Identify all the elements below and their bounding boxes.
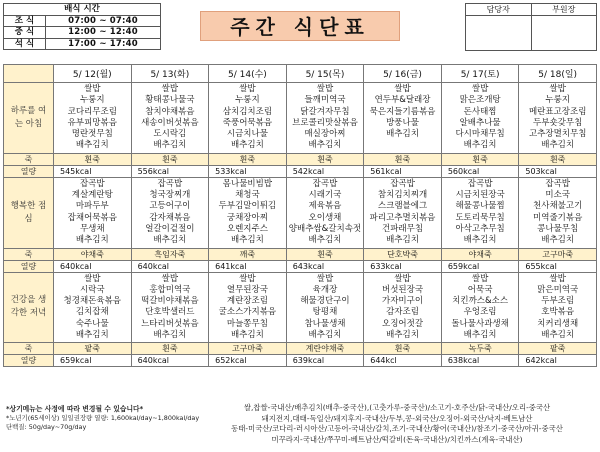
menu-item: 천사채불고기 [533,201,583,212]
menu-item: 배추김치 [153,235,187,246]
menu-item: 오렌지주스 [226,223,268,234]
menu-item: 해물콩나물찜 [455,201,505,212]
kcal-cell: 638kcal [441,355,519,367]
menu-item: 잡곡밥 [312,178,338,189]
menu-item: 콩나물무침 [537,223,579,234]
menu-item: 맑은조개탕 [459,95,501,106]
origin-line: 미꾸라지-국내산/쭈꾸미-베트남산/떡갈비(돈육-국내산)/치킨까스(계육-국내산) [271,434,523,444]
menu-item: 죽풍어묵볶음 [222,117,273,128]
menu-item: 미소국 [545,190,570,201]
menu-cell [364,272,442,343]
kcal-label: 열량 [4,260,54,272]
day-header: 5/ 16(금) [364,65,442,83]
menu-cell [441,83,519,154]
approval-manager-sign [531,16,597,51]
menu-item: 돌나물사과생채 [451,318,509,329]
approval-person-sign [466,16,532,51]
porridge-cell: 야채죽 [441,248,519,260]
kcal-cell: 560kcal [441,165,519,177]
menu-cell [209,272,287,343]
menu-item: 잡곡밥 [157,178,183,189]
day-header: 5/ 18(일) [519,65,597,83]
menu-item: 고추장멸치무침 [528,129,587,140]
menu-item: 배추김치 [541,140,575,151]
menu-item: 치커리생채 [537,318,579,329]
menu-item: 잡채어묵볶음 [67,212,117,223]
day-header: 5/ 14(수) [209,65,287,83]
menu-cell [131,83,209,154]
porridge-cell: 흰죽 [364,343,442,355]
origin-line: 쌀,찹쌀-국내산/배추김치(배추-중국산),(고춧가루-중국산)/소고기-호주산/닭-국내산/오리-중국산 [243,403,551,412]
menu-item: 배추김치 [308,235,342,246]
menu-item: 오이생채 [308,212,342,223]
menu-cell [364,83,442,154]
menu-item: 배추김치 [541,330,575,341]
menu-item: 방풍나물 [386,117,419,128]
menu-item: 아삭고추무침 [455,223,505,234]
menu-item: 배추김치 [230,235,264,246]
note-calorie: *노년기(65세이상) 일일권장량 열량: 1,600kal/day~1,800kal/day [6,414,200,422]
menu-item: 쌀밥 [316,84,334,94]
day-header: 5/ 17(토) [441,65,519,83]
menu-item: 연두부&달래장 [374,95,431,106]
menu-item: 쌀밥 [471,273,489,284]
kcal-cell: 533kcal [209,165,287,177]
menu-item: 쌀밥 [161,273,179,284]
menu-item: 도토리묵무침 [455,212,505,223]
menu-item: 무생채 [79,223,105,234]
menu-cell [54,83,132,154]
schedule-time: 07:00 ~ 07:40 [46,15,161,27]
kcal-cell: 639kcal [286,355,364,367]
menu-item: 배추김치 [463,235,497,246]
menu-cell [364,177,442,248]
menu-item: 배추김치 [308,140,342,151]
menu-cell [209,177,287,248]
kcal-cell: 640kcal [54,260,132,272]
menu-item: 얼갈이겉절이 [145,223,195,234]
menu-item: 청국장찌개 [149,190,191,201]
menu-item: 배추김치 [463,330,497,341]
menu-cell [209,83,287,154]
menu-item: 미역줄기볶음 [533,212,583,223]
menu-item: 참치김치찌개 [377,190,428,201]
day-header: 5/ 13(화) [131,65,209,83]
schedule-label: 석 식 [4,38,46,50]
menu-cell [131,272,209,343]
menu-item: 닭갈겨자무침 [300,106,350,117]
kcal-label: 열량 [4,355,54,367]
porridge-cell: 흰죽 [286,248,364,260]
menu-item: 건파래무침 [382,223,424,234]
porridge-cell: 흰죽 [131,153,209,165]
kcal-cell: 545kcal [54,165,132,177]
menu-item: 배추김치 [75,235,109,246]
kcal-cell: 641kcal [209,260,287,272]
menu-item: 쌀밥 [239,84,256,94]
menu-item: 두부김말이튀김 [218,201,277,212]
lunch-row [4,177,597,248]
menu-item: 청경채돈육볶음 [63,296,122,307]
menu-item: 궁채장아찌 [226,212,268,223]
porridge-cell: 계란야채죽 [286,343,364,355]
kcal-cell: 640kcal [131,260,209,272]
note-change: *상기메뉴는 사정에 따라 변경될 수 있습니다* [6,405,144,413]
menu-item: 쌀밥 [84,84,101,94]
note-protein: 단백질: 50g/day~70g/day [6,423,87,431]
menu-item: 두부조림 [541,296,575,307]
menu-item: 명란젓무침 [71,129,113,140]
menu-cell [286,272,364,343]
menu-item: 고등어구이 [149,201,191,212]
menu-item: 우엉조림 [463,307,497,318]
menu-item: 배추김치 [75,140,109,151]
menu-item: 쌀밥 [549,84,566,94]
kcal-cell: 659kcal [441,260,519,272]
menu-cell [519,177,597,248]
porridge-cell: 흰죽 [364,153,442,165]
porridge-cell: 고구마죽 [209,343,287,355]
menu-item [364,140,441,151]
menu-item: 돈사태찜 [463,106,497,117]
porridge-cell: 흰죽 [286,153,364,165]
menu-item: 호박볶음 [541,307,575,318]
porridge-cell: 단호박죽 [364,248,442,260]
menu-item: 채청국 [235,190,260,201]
porridge-cell: 흰죽 [519,153,597,165]
kcal-cell: 542kcal [286,165,364,177]
porridge-row [4,248,597,260]
menu-item: 참나물생채 [304,318,346,329]
day-header: 5/ 12(월) [54,65,132,83]
menu-notes [6,405,199,432]
menu-item: 마늘쫑무침 [226,318,268,329]
menu-item: 시금치나물 [226,129,268,140]
kcal-cell: 655kcal [519,260,597,272]
menu-cell [286,83,364,154]
menu-item: 삼치김치조림 [222,106,273,117]
menu-item: 계살계란탕 [71,190,113,201]
menu-item: 잡곡밥 [467,178,493,189]
menu-item: 쌀밥 [471,84,489,94]
menu-item: 탕평채 [312,307,338,318]
schedule-time: 17:00 ~ 17:40 [46,38,161,50]
menu-item: 잡곡밥 [390,178,415,189]
menu-cell [441,177,519,248]
menu-item: 배추김치 [386,129,419,140]
menu-item: 시락국 [79,284,105,295]
breakfast-row [4,83,597,154]
approval-manager-label: 부원장 [531,4,597,16]
menu-item: 황태콩나물국 [145,95,195,106]
menu-item: 홍합미역국 [149,284,191,295]
kcal-row [4,355,597,367]
origin-line: 돼지전지,대태-독일산/돼지후지-국내산/두부,콩-외국산/오징어-외국산/낙지-베트남산 [261,413,533,423]
menu-cell [286,177,364,248]
kcal-cell: 556kcal [131,165,209,177]
origin-line: 동태-미국산/코다리-러시아산/고등어-국내산/갈치,조기-국내산/황어(국내산)/참조기-중국산/아귀-중국산 [231,424,563,433]
menu-item: 도시락김 [153,129,187,140]
menu-item: 스크램블에그 [377,201,428,212]
menu-item: 쌀밥 [239,273,256,284]
kcal-label: 열량 [4,165,54,177]
menu-item: 김치잡채 [75,307,109,318]
menu-item: 누룽지 [235,95,260,106]
porridge-cell: 흰죽 [441,153,519,165]
menu-item: 떡갈비야채볶음 [141,296,199,307]
dinner-row [4,272,597,343]
kcal-cell: 644kcl [364,355,442,367]
menu-item: 버섯된장국 [382,284,424,295]
menu-item: 참치야채볶음 [145,106,195,117]
menu-item: 배추김치 [75,330,109,341]
date-row [4,65,597,83]
menu-item: 배추김치 [463,140,497,151]
menu-item: 해물경단구이 [300,296,350,307]
menu-item: 묵은지들기름볶음 [369,106,436,117]
origin-info [196,403,598,445]
menu-item: 가자미구이 [382,296,424,307]
menu-item: 시금치된장국 [455,190,505,201]
weekly-menu-table [3,64,597,367]
kcal-cell: 643kcal [286,260,364,272]
porridge-row [4,153,597,165]
menu-cell [441,272,519,343]
kcal-cell: 503kcal [519,165,597,177]
menu-item: 계란장조림 [226,296,268,307]
menu-item: 육개장 [312,284,338,295]
porridge-cell: 흰죽 [54,153,132,165]
serving-schedule [3,3,161,50]
menu-item: 누룽지 [79,95,105,106]
menu-item: 배추김치 [230,330,264,341]
menu-item: 쌀밥 [161,84,179,94]
menu-item: 파리고추멸치볶음 [369,212,436,223]
menu-item: 쌀밥 [394,273,411,284]
menu-item: 감자조림 [386,307,419,318]
menu-item: 감자채볶음 [149,212,191,223]
porridge-cell: 깨죽 [209,248,287,260]
porridge-label: 죽 [4,248,54,260]
page-title: 주간 식단표 [200,11,400,41]
kcal-cell: 659kcal [54,355,132,367]
menu-cell [54,272,132,343]
menu-item: 유부피망볶음 [67,117,117,128]
menu-item: 배추김치 [153,140,187,151]
porridge-cell: 흰죽 [209,153,287,165]
porridge-cell: 팥죽 [54,343,132,355]
menu-item: 시래기국 [308,190,342,201]
porridge-cell: 흰죽 [131,343,209,355]
porridge-cell: 팥죽 [519,343,597,355]
menu-item: 쌀밥 [316,273,334,284]
porridge-label: 죽 [4,343,54,355]
meal-label: 건강을 생각한 저녁 [4,272,54,343]
kcal-cell: 652kcal [209,355,287,367]
porridge-label: 죽 [4,153,54,165]
menu-item: 어묵국 [467,284,493,295]
menu-item: 새송이버섯볶음 [141,117,199,128]
kcal-row [4,165,597,177]
menu-item: 배추김치 [308,330,342,341]
porridge-cell: 녹두죽 [441,343,519,355]
menu-item: 쌀밥 [549,273,566,284]
menu-item: 양배추쌈&갈치속젓 [288,223,362,234]
kcal-cell: 561kcal [364,165,442,177]
kcal-cell: 640kcal [131,355,209,367]
schedule-header: 배식 시간 [4,4,161,16]
menu-item: 쌀밥 [84,273,101,284]
menu-item: 느타리버섯볶음 [141,318,199,329]
menu-item: 열무된장국 [226,284,268,295]
schedule-time: 12:00 ~ 12:40 [46,27,161,39]
menu-item: 메란표고장조림 [528,106,587,117]
menu-item: 코다리무조림 [67,106,117,117]
menu-item: 맑은미역국 [537,284,579,295]
meal-label: 하루를 여는 아침 [4,83,54,154]
menu-item: 굴소스가지볶음 [218,307,277,318]
menu-item: 단호박샐러드 [145,307,195,318]
menu-item: 쌀밥 [394,84,411,94]
approval-box [465,3,597,51]
menu-item: 브로콜리맛살볶음 [292,117,358,128]
menu-cell [519,83,597,154]
menu-item: 오징어젓갈 [382,318,424,329]
menu-item: 두부숏갖무침 [533,117,583,128]
menu-item: 배추김치 [230,140,264,151]
kcal-cell: 642kcal [519,355,597,367]
menu-item: 알배추나물 [459,117,501,128]
schedule-label: 조 식 [4,15,46,27]
menu-item: 제육볶음 [308,201,342,212]
menu-item: 마파두부 [75,201,109,212]
menu-item: 배추김치 [386,330,419,341]
kcal-row [4,260,597,272]
corner-cell [4,65,54,83]
menu-item: 잡곡밥 [545,178,570,189]
menu-cell [131,177,209,248]
menu-item: 배추김치 [153,330,187,341]
menu-item: 누룽지 [545,95,570,106]
menu-item: 치킨까스&소스 [452,296,509,307]
menu-item: 몸나물비빔밥 [222,178,273,189]
kcal-cell: 633kcal [364,260,442,272]
porridge-cell: 흑임자죽 [131,248,209,260]
menu-cell [519,272,597,343]
porridge-cell: 고구마죽 [519,248,597,260]
menu-item: 숙주나물 [75,318,109,329]
day-header: 5/ 15(목) [286,65,364,83]
porridge-row [4,343,597,355]
menu-item: 배추김치 [541,235,575,246]
approval-person-label: 담당자 [466,4,532,16]
menu-item: 매실장아찌 [304,129,346,140]
menu-item: 배추김치 [386,235,419,246]
meal-label: 행복한 점심 [4,177,54,248]
menu-item: 잡곡밥 [79,178,105,189]
schedule-label: 중 식 [4,27,46,39]
menu-cell [54,177,132,248]
menu-item: 들깨미역국 [304,95,346,106]
menu-item: 다시마채무침 [455,129,505,140]
porridge-cell: 야채죽 [54,248,132,260]
